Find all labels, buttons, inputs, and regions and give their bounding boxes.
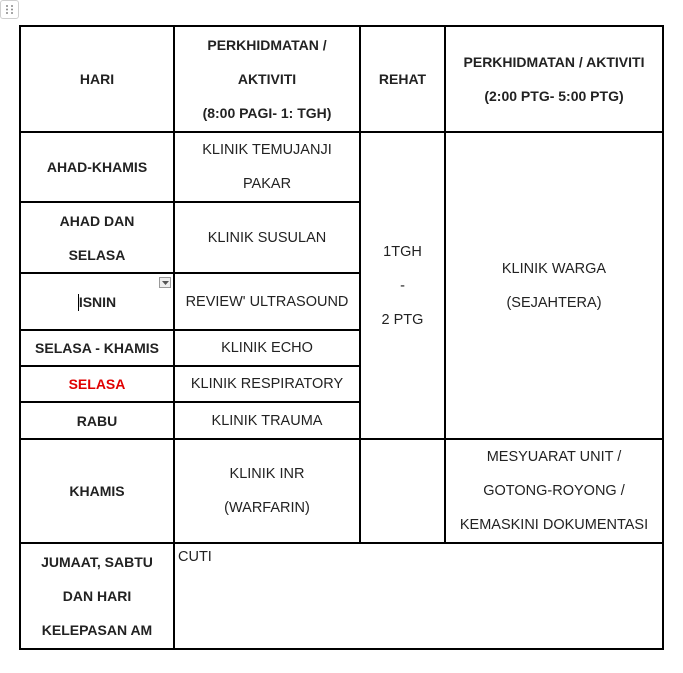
dropdown-arrow-icon[interactable]: [159, 277, 171, 288]
header-break: REHAT: [360, 26, 445, 132]
day-cell[interactable]: JUMAAT, SABTU DAN HARI KELEPASAN AM: [20, 543, 174, 649]
header-morning: PERKHIDMATAN / AKTIVITI (8:00 PAGI- 1: TGH): [174, 26, 360, 132]
afternoon-service-cell[interactable]: MESYUARAT UNIT / GOTONG-ROYONG / KEMASKINI DOKUMENTASI: [445, 439, 663, 543]
day-cell[interactable]: [20, 273, 174, 330]
table-row: [20, 439, 663, 543]
day-cell[interactable]: AHAD DAN SELASA: [20, 202, 174, 273]
break-time-cell[interactable]: [360, 439, 445, 543]
day-cell[interactable]: RABU: [20, 402, 174, 439]
day-label: ISNIN: [78, 293, 117, 310]
day-cell[interactable]: KHAMIS: [20, 439, 174, 543]
header-afternoon: PERKHIDMATAN / AKTIVITI (2:00 PTG- 5:00 PTG): [445, 26, 663, 132]
day-cell[interactable]: AHAD-KHAMIS: [20, 132, 174, 202]
service-cell[interactable]: KLINIK ECHO: [174, 330, 360, 366]
afternoon-service-cell[interactable]: KLINIK WARGA (SEJAHTERA): [445, 132, 663, 439]
service-cell[interactable]: KLINIK RESPIRATORY: [174, 366, 360, 402]
service-cell[interactable]: KLINIK SUSULAN: [174, 202, 360, 273]
day-cell[interactable]: SELASA - KHAMIS: [20, 330, 174, 366]
service-cell[interactable]: KLINIK INR (WARFARIN): [174, 439, 360, 543]
holiday-note-cell[interactable]: CUTI: [174, 543, 663, 649]
schedule-table: [19, 25, 664, 650]
header-row: [20, 26, 663, 132]
service-cell[interactable]: KLINIK TEMUJANJI PAKAR: [174, 132, 360, 202]
break-time-cell[interactable]: 1TGH - 2 PTG: [360, 132, 445, 439]
service-cell[interactable]: KLINIK TRAUMA: [174, 402, 360, 439]
day-cell[interactable]: SELASA: [20, 366, 174, 402]
table-move-handle-icon[interactable]: [0, 0, 19, 19]
table-row: [20, 543, 663, 649]
header-day: HARI: [20, 26, 174, 132]
table-row: [20, 132, 663, 202]
service-cell[interactable]: REVIEW' ULTRASOUND: [174, 273, 360, 330]
